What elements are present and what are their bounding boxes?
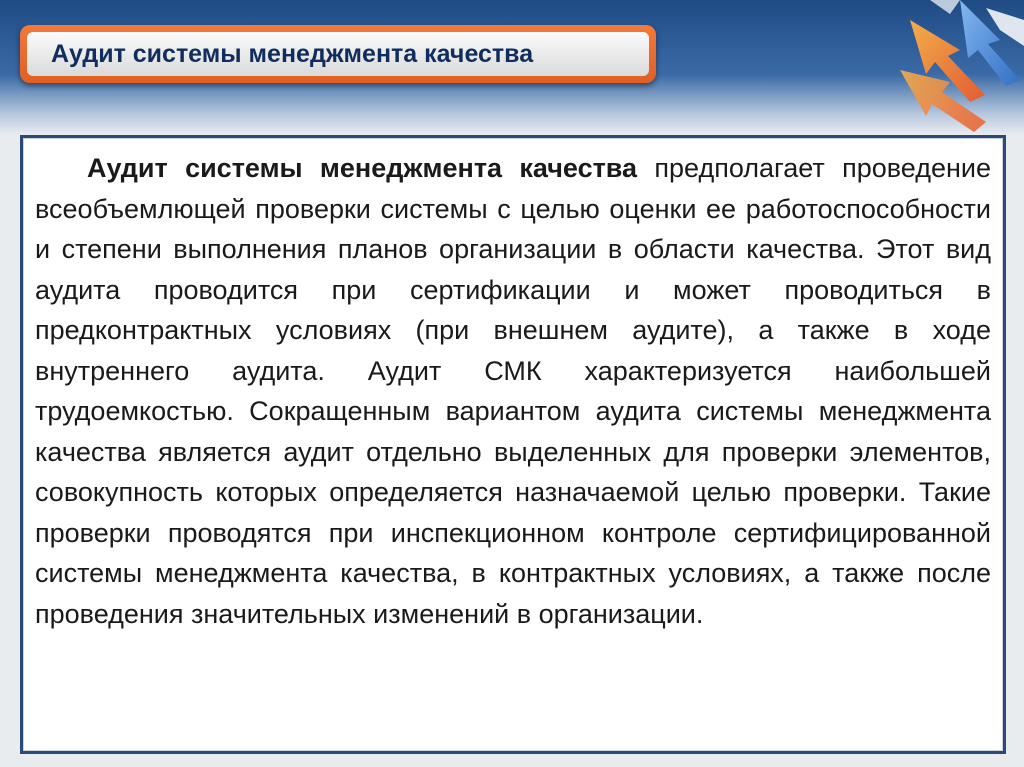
arrows-burst-icon — [890, 0, 1024, 140]
title-inner — [27, 32, 649, 76]
body-text: предполагает проведение всеобъемлющей проверки системы с целью оценки ее работоспособности и степени выполнения планов организации в области качества. Этот вид аудита проводится при сертификации и может проводиться в предконтрактных условиях (при внешнем аудите), а также в ходе внутреннего аудита. Аудит СМК характеризуется наибольшей трудоемкостью. Сокращенным вариантом аудита системы менеджмента качества является аудит отдельно выделенных для проверки элементов, совокупность которых определяется назначаемой целью проверки. Такие проверки проводятся при инспекционном контроле сертифицированной системы менеджмента качества, в контрактных условиях, а также после проведения значительных изменений в организации. — [35, 153, 991, 629]
body-paragraph — [35, 148, 991, 634]
title-banner — [20, 25, 656, 83]
content-frame — [20, 135, 1006, 754]
body-lead-bold: Аудит системы менеджмента качества — [86, 153, 638, 183]
slide-title: Аудит системы менеджмента качества — [51, 39, 534, 68]
